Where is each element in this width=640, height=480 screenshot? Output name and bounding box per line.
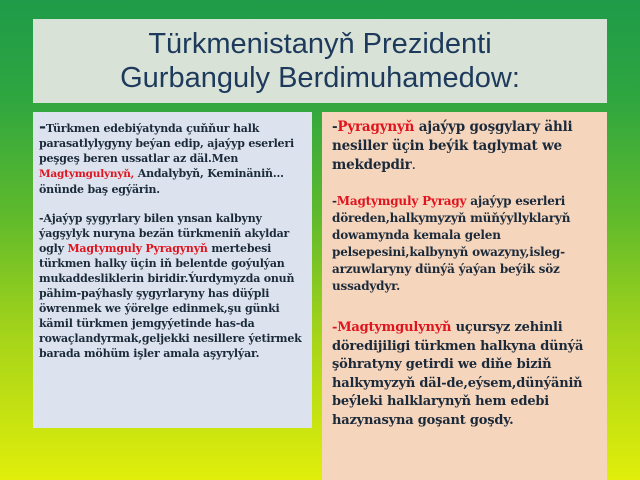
title-panel xyxy=(33,19,607,103)
left-p1-highlight-name: Magtymgulynyň, xyxy=(39,168,135,180)
left-paragraph-1 xyxy=(39,117,306,197)
title-line-1: Türkmenistanyň Prezidenti xyxy=(148,28,492,60)
left-p2-text-b: mertebesi türkmen halky üçin iň belentde goýulýan mukaddesliklerin biridir.Ýurdymyzda onuň pähim-paýhasly şygyrlaryny has düýpli öwrenmek we ýörelge edinmek,şu günki kämil türkmen jemgyýetinde has-da rowaçlandyrmak,geljekki nesillere ýetirmek barada möhüm işler amala aşyrylýar. xyxy=(39,242,302,360)
right-p2-highlight-name: Magtymguly Pyragy xyxy=(336,194,467,208)
right-p1-dash: - xyxy=(332,119,338,135)
right-p1-end: . xyxy=(411,157,416,173)
left-p1-dash: - xyxy=(39,117,46,137)
left-p2-highlight-name: Magtymguly Pyragynyň xyxy=(67,242,208,255)
title-line-2: Gurbanguly Berdimuhamedow: xyxy=(120,62,520,94)
left-p1-text-a: Türkmen edebiýatynda çuňňur halk parasatlylygyny beýan edip, ajaýyp eserleri peşgeş beren ussatlar az däl.Men xyxy=(39,122,294,165)
right-p1-text: ajaýyp goşgylary ähli nesiller üçin beýik taglymat we mekdepdir xyxy=(332,119,573,173)
right-paragraph-3 xyxy=(332,319,601,430)
left-paragraph-2 xyxy=(39,211,306,361)
right-p3-highlight-name: -Magtymgulynyň xyxy=(332,320,452,335)
right-paragraph-1 xyxy=(332,118,601,175)
right-p1-highlight-name: Pyragynyň xyxy=(337,119,415,135)
left-quote-panel xyxy=(33,112,312,428)
right-p3-text: uçursyz zehinli döredijiligi türkmen halkyna dünýä şöhratyny getirdi we diňe biziň halkymyzyň däl-de,eýsem,dünýäniň beýleki halklarynyň hem edebi hazynasyna goşant goşdy. xyxy=(332,320,584,428)
right-p2-text: ajaýyp eserleri döreden,halkymyzyň müňýyllyklaryň dowamynda kemala gelen pelsepesini,kalbynyň owazyny,isleg-arzuwlaryny dünýä ýaýan beýik söz ussadydyr. xyxy=(332,194,571,293)
right-paragraph-2 xyxy=(332,193,601,295)
right-p2-dash: - xyxy=(332,194,337,208)
left-p1-text-b: Andalybyň, Keminäniň... önünde baş egýärin. xyxy=(39,167,284,196)
right-quote-panel xyxy=(322,112,607,480)
left-p2-text-a: -Ajaýyp şygyrlary bilen ynsan kalbyny ýagşylyk nuryna bezän türkmeniň akyldar ogly xyxy=(39,212,290,255)
